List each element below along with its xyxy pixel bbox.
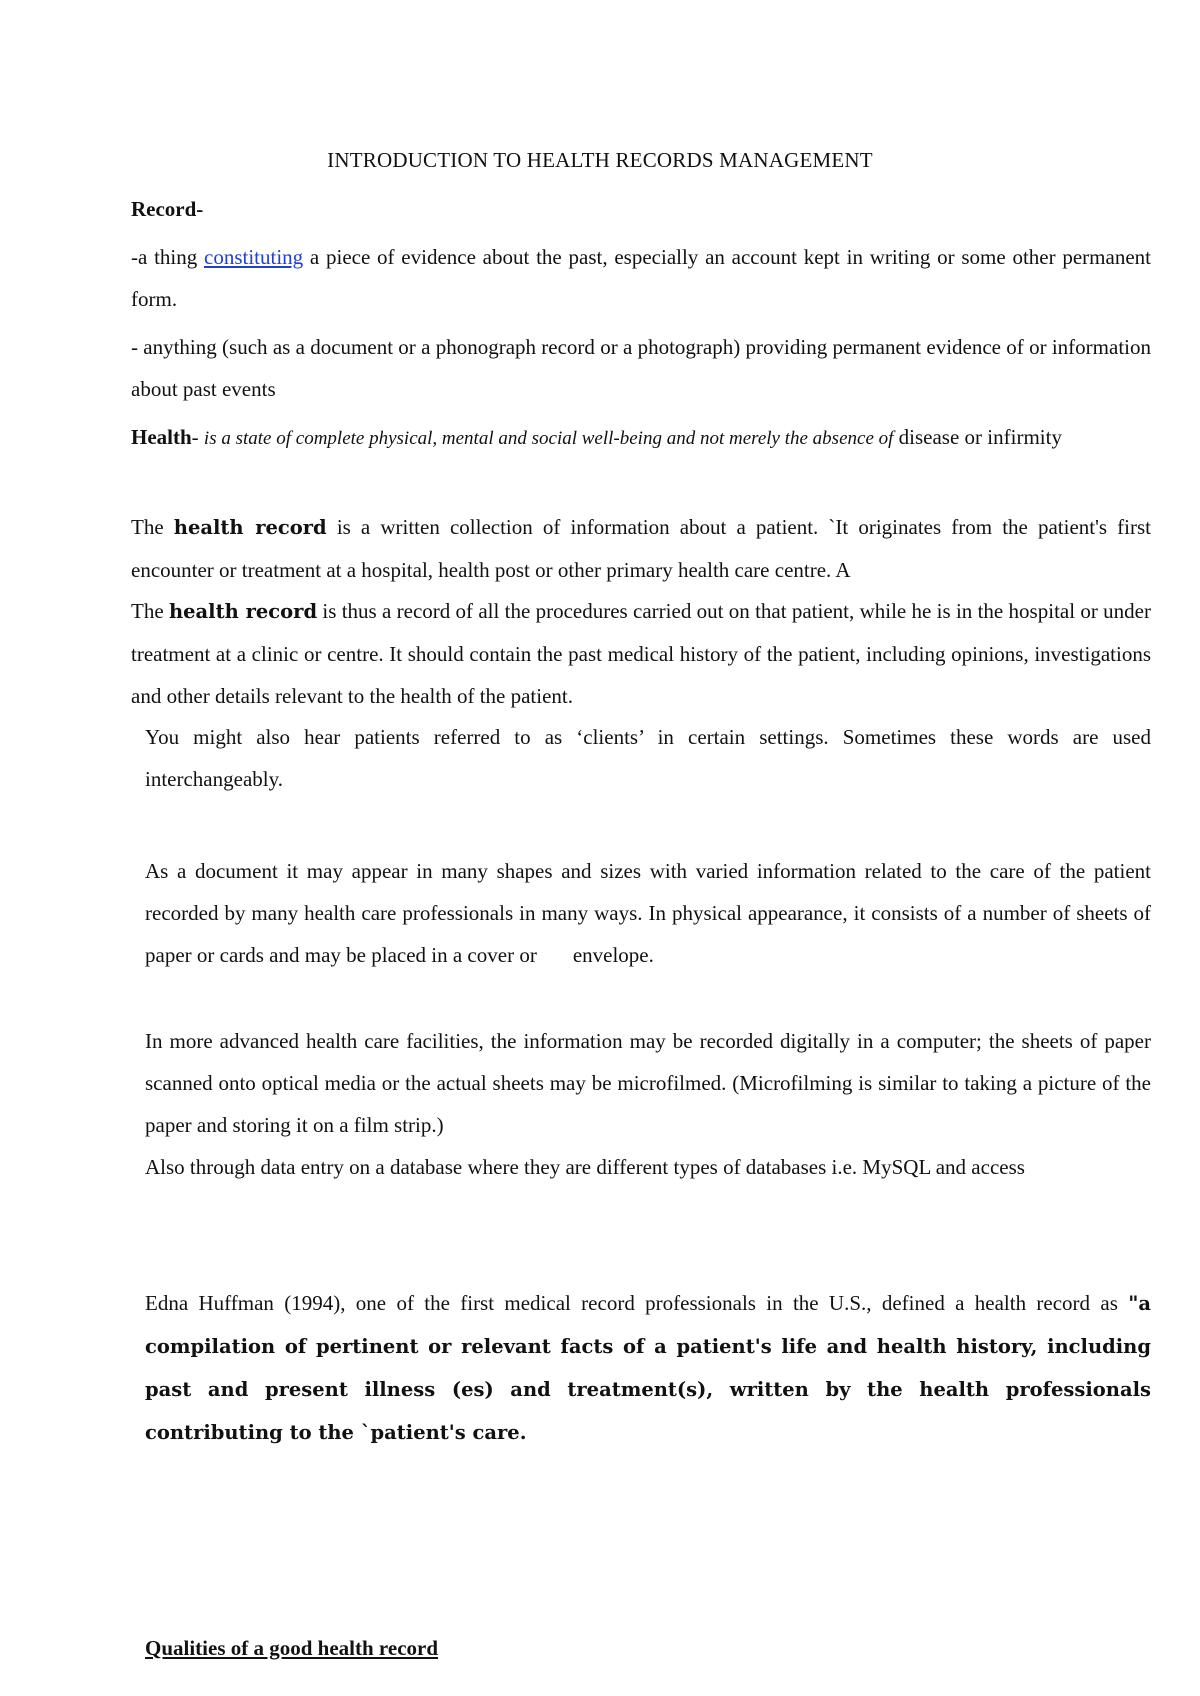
document-para-main: As a document it may appear in many shapes and sizes with varied information related to the care of the patient recorded by many health care professionals in many ways. In physical appearance, it consists of a number of sheets of paper or cards and may be placed in a cover or (145, 859, 1151, 967)
health-definition (131, 416, 1151, 460)
hr1-bold-term: health record (173, 516, 327, 539)
qualities-heading: Qualities of a good health record (145, 1636, 439, 1660)
huffman-paragraph (145, 1282, 1151, 1454)
hr2-bold-term: health record (168, 600, 318, 623)
health-italic-definition: is a state of complete physical, mental and social well-being and not merely the absence of (203, 428, 894, 449)
clients-paragraph: You might also hear patients referred to as ‘clients’ in certain settings. Sometimes these words are used interchangeably. (145, 725, 1151, 791)
advanced-facilities-paragraph: In more advanced health care facilities, the information may be recorded digitally in a computer; the sheets of paper scanned onto optical media or the actual sheets may be microfilmed. (Microfilming is similar to taking a picture of the paper and storing it on a film strip.) (145, 1029, 1151, 1137)
constituting-link[interactable]: constituting (204, 245, 304, 269)
record-definition-1 (131, 236, 1151, 320)
document-title: INTRODUCTION TO HEALTH RECORDS MANAGEMENT (327, 148, 873, 172)
health-record-paragraph-1 (131, 506, 1151, 591)
record-heading-line (131, 188, 1151, 230)
health-def-rest: disease or infirmity (893, 425, 1062, 449)
record-def1-prefix: -a thing (131, 245, 204, 269)
huffman-bold-quote: "a compilation of pertinent or relevant facts of a patient's life and health history, including past and present illness (es) and treatment(s), written by the health professionals contributing to the `patient's care. (145, 1292, 1151, 1444)
database-paragraph: Also through data entry on a database where they are different types of databases i.e. MySQL and access (145, 1155, 1025, 1179)
hr1-prefix: The (131, 515, 174, 539)
health-dash: - (191, 425, 204, 449)
record-definition-2: - anything (such as a document or a phonograph record or a photograph) providing permanent evidence of or information about past events (131, 335, 1151, 401)
document-para-end: envelope. (572, 943, 654, 967)
record-def1-rest: a piece of evidence about the past, especially an account kept in writing or some other permanent form. (131, 245, 1151, 311)
health-record-paragraph-2 (131, 590, 1151, 717)
health-heading: Health (131, 425, 192, 449)
hr2-rest: is thus a record of all the procedures carried out on that patient, while he is in the hospital or under treatment at a clinic or centre. It should contain the past medical history of the patient, including opinions, investigations and other details relevant to the health of the patient. (131, 599, 1151, 708)
hr2-prefix: The (131, 599, 169, 623)
document-paragraph (145, 850, 1151, 976)
huffman-plain: Edna Huffman (1994), one of the first medical record professionals in the U.S., defined a health record as (145, 1291, 1129, 1315)
record-heading: Record- (131, 197, 204, 221)
hr1-rest: is a written collection of information about a patient. `It originates from the patient's first encounter or treatment at a hospital, health post or other primary health care centre. A (131, 515, 1151, 582)
